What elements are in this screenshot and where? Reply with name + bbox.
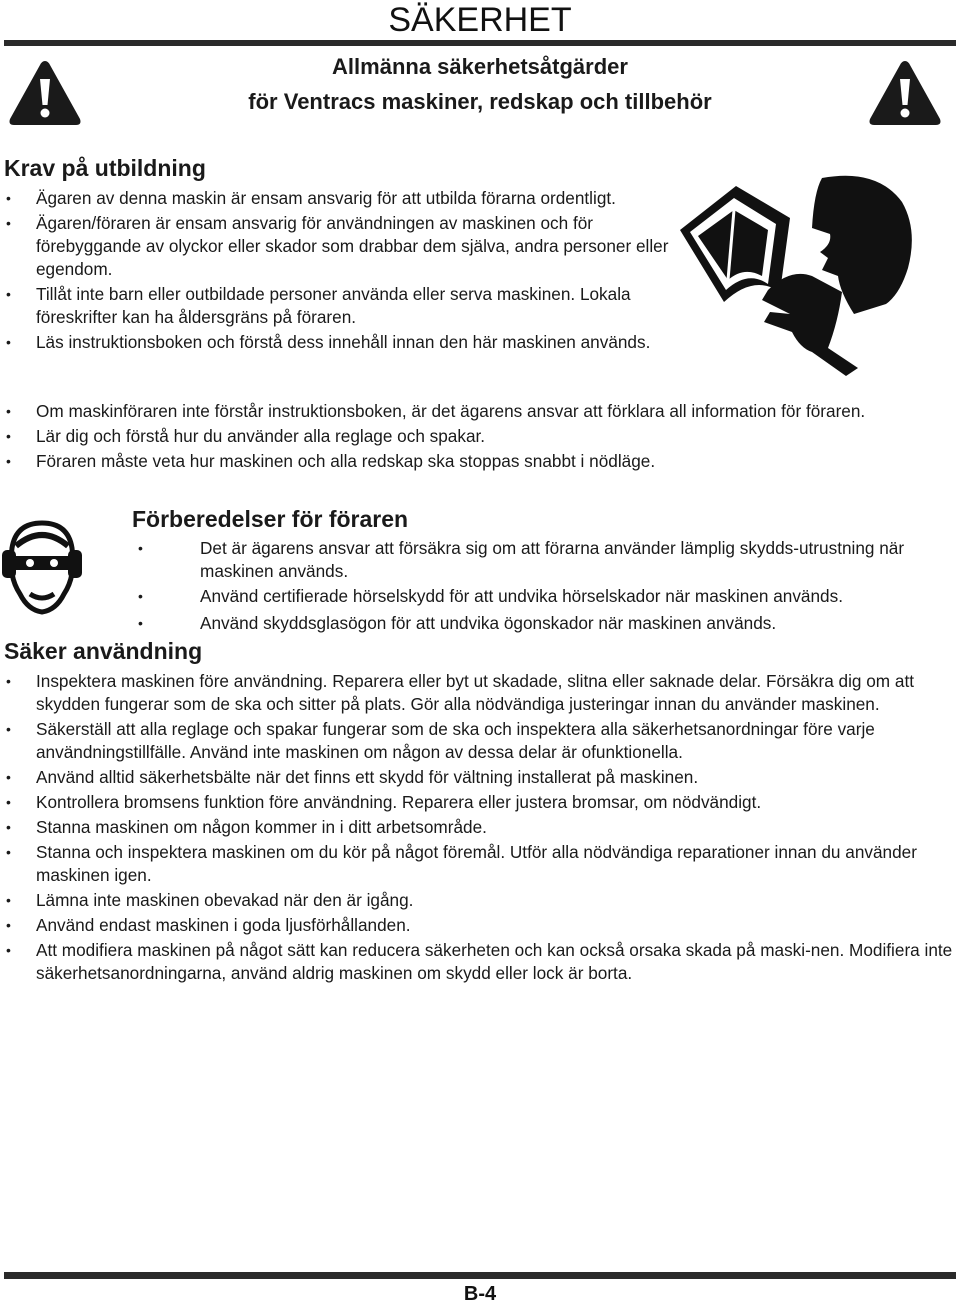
protective-gear-icon [2,520,82,618]
subtitle-line-2: för Ventracs maskiner, redskap och tillbehör [248,89,712,114]
page-number: B-4 [463,1283,497,1305]
list-item: • Att modifiera maskinen på något sätt kan reducera säkerheten och kan också orsaka skada på maski-nen. Modifiera inte säkerhetsanordningarna, använd aldrig maskinen om skydd eller lock är borta. [4,939,954,985]
list-item: • Föraren måste veta hur maskinen och alla redskap ska stoppas snabbt i nödläge. [4,450,954,473]
list-item: • Stanna maskinen om någon kommer in i ditt arbetsområde. [4,816,954,839]
subtitle-line-1: Allmänna säkerhetsåtgärder [332,54,628,79]
list-item: • Läs instruktionsboken och förstå dess innehåll innan den här maskinen används. [4,331,669,354]
list-item: • Säkerställ att alla reglage och spakar fungerar som de ska och inspektera alla säkerhetsanordningar före varje användningstillfälle. Använd inte maskinen om någon av dessa delar är ofunktionella. [4,718,954,764]
list-item: • Använd skyddsglasögon för att undvika ögonskador när maskinen används. [136,612,956,635]
list-item: • Använd certifierade hörselskydd för att undvika hörselskador när maskinen används. [136,585,956,608]
list-item: • Tillåt inte barn eller outbildade personer använda eller serva maskinen. Lokala föreskrifter kan ha åldersgräns på föraren. [4,283,669,329]
title-rule [4,40,956,46]
training-list [4,187,669,354]
warning-triangle-icon-left [8,59,82,127]
list-item: • Kontrollera bromsens funktion före användning. Reparera eller justera bromsar, om nödvändigt. [4,791,954,814]
list-item: • Inspektera maskinen före användning. Reparera eller byt ut skadade, slitna eller saknade delar. Försäkra dig om att skydden fungerar som de ska och sitter på plats. Gör alla nödvändiga justeringar innan du använder maskinen. [4,670,954,716]
list-item: • Ägaren/föraren är ensam ansvarig för användningen av maskinen och för förebyggande av olyckor eller skador som drabbar dem själva, andra personer eller egendom. [4,212,669,281]
page-title: SÄKERHET [388,1,572,39]
operator-prep-heading: Förberedelser för föraren [132,506,409,532]
read-manual-icon [672,172,917,378]
list-item: • Lär dig och förstå hur du använder alla reglage och spakar. [4,425,954,448]
safe-use-list [4,670,954,985]
list-item: • Ägaren av denna maskin är ensam ansvarig för att utbilda förarna ordentligt. [4,187,669,210]
list-item: • Använd endast maskinen i goda ljusförhållanden. [4,914,954,937]
operator-prep-list [136,537,956,635]
warning-triangle-icon-right [868,59,942,127]
training-heading: Krav på utbildning [4,155,206,181]
list-item: • Om maskinföraren inte förstår instruktionsboken, är det ägarens ansvar att förklara all information för föraren. [4,400,954,423]
list-item: • Lämna inte maskinen obevakad när den är igång. [4,889,954,912]
list-item: • Använd alltid säkerhetsbälte när det finns ett skydd för vältning installerat på maskinen. [4,766,954,789]
safe-use-heading: Säker användning [4,638,203,664]
footer-rule [4,1272,956,1279]
training-list-wide [4,400,954,473]
list-item: • Det är ägarens ansvar att försäkra sig om att förarna använder lämplig skydds-utrustning när maskinen används. [136,537,956,583]
list-item: • Stanna och inspektera maskinen om du kör på något föremål. Utför alla nödvändiga reparationer innan du använder maskinen igen. [4,841,954,887]
